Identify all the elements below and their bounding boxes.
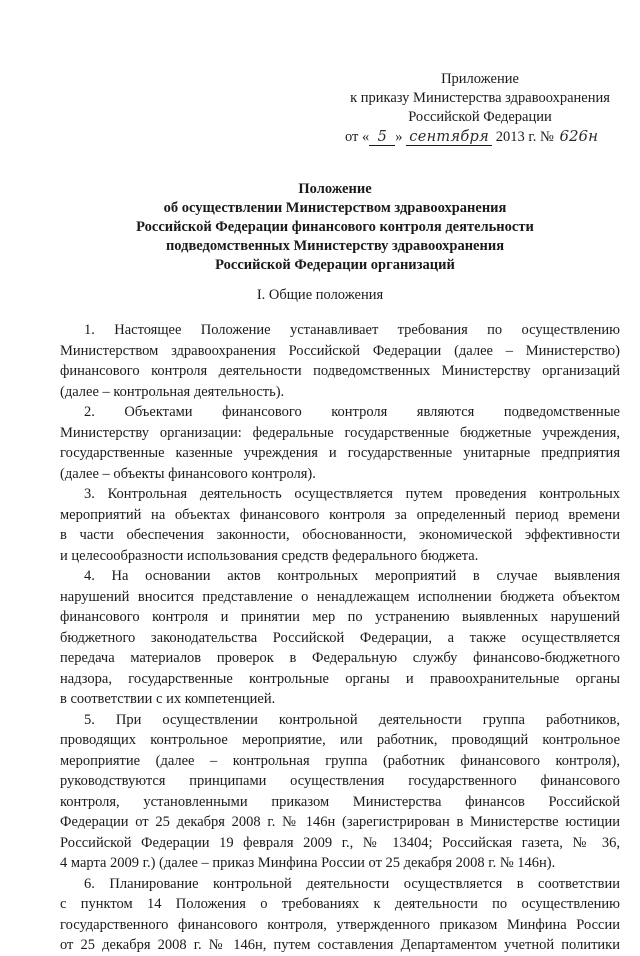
- body-line: передача материалов проверок в Федеральную службу финансово-бюджетного: [60, 650, 620, 666]
- body-line: финансового контроля деятельности подведомственных Министерству организаций: [60, 363, 620, 379]
- handwritten-day: 5: [369, 129, 395, 146]
- body-line: контроля, установленными приказом Министерства финансов Российской: [60, 793, 620, 810]
- body-line: 4 марта 2009 г.) (далее – приказ Минфина России от 25 декабря 2008 г. № 146н).: [60, 855, 556, 871]
- body-line: (далее – объекты финансового контроля).: [60, 465, 316, 482]
- body-line: с пунктом 14 Положения о требованиях к деятельности по осуществлению: [60, 896, 620, 912]
- body-line: надзора, государственные контрольные органы и правоохранительные органы: [60, 670, 620, 687]
- appendix-header: [330, 70, 630, 127]
- order-date-line: [345, 127, 600, 146]
- body-line: 2. Объектами финансового контроля являются подведомственные: [84, 404, 620, 420]
- title-line: об осуществлении Министерством здравоохранения: [163, 200, 507, 216]
- body-line: 4. На основании актов контрольных мероприятий в случае выявления: [84, 568, 620, 584]
- body-line: Министерству организации: федеральные государственные бюджетные учреждения,: [60, 424, 620, 441]
- handwritten-month: сентября: [406, 129, 492, 146]
- body-line: проводящих контрольное мероприятие, или работник, проводящий контрольное: [60, 732, 620, 748]
- appendix-line: Приложение: [441, 71, 519, 87]
- body-line: Федерации от 25 декабря 2008 г. № 146н (зарегистрирован в Министерстве юстиции: [60, 814, 620, 830]
- body-line: в соответствии с их компетенцией.: [60, 691, 276, 707]
- body-line: нарушений вносится представление о ненадлежащем исполнении бюджета объектом: [60, 588, 620, 605]
- body-line: бюджетного законодательства Российской Федерации, а также осуществляется: [60, 629, 620, 646]
- title-line: подведомственных Министерству здравоохранения: [165, 238, 505, 254]
- document-body: [60, 320, 620, 956]
- title-line: Российской Федерации организаций: [215, 257, 455, 273]
- body-line: 5. При осуществлении контрольной деятельности группа работников,: [84, 711, 620, 728]
- body-line: 6. Планирование контрольной деятельности осуществляется в соответствии: [84, 875, 620, 892]
- body-line: 1. Настоящее Положение устанавливает требования по осуществлению: [84, 322, 620, 338]
- title-line: Положение: [298, 181, 372, 197]
- body-line: государственного финансового контроля, утвержденного приказом Минфина России: [60, 916, 620, 933]
- body-line: и целесообразности использования средств федерального бюджета.: [60, 547, 479, 564]
- body-line: мероприятие (далее – контрольная группа (работник финансового контроля),: [60, 752, 620, 769]
- appendix-line: к приказу Министерства здравоохранения: [350, 90, 610, 106]
- handwritten-order-number: 626н: [559, 127, 598, 145]
- body-line: (далее – контрольная деятельность).: [60, 383, 285, 400]
- date-prefix: от «: [345, 129, 370, 145]
- document-title: [90, 180, 580, 275]
- title-line: Российской Федерации финансового контроля деятельности: [136, 219, 534, 235]
- body-line: в части обеспечения законности, обоснованности, экономической эффективности: [60, 527, 620, 543]
- body-line: финансового контроля и принятии мер по устранению выявленных нарушений: [60, 609, 620, 625]
- body-line: Министерством здравоохранения Российской Федерации (далее – Министерство): [60, 342, 620, 359]
- body-line: мероприятий на объектах финансового контроля за определенный период времени: [60, 506, 620, 523]
- appendix-line: Российской Федерации: [408, 109, 552, 125]
- date-year: 2013 г. №: [495, 129, 554, 145]
- body-line: от 25 декабря 2008 г. № 146н, путем составления Департаментом учетной политики: [60, 937, 620, 953]
- body-line: 3. Контрольная деятельность осуществляется путем проведения контрольных: [84, 486, 620, 502]
- date-mid: »: [395, 129, 403, 145]
- body-line: руководствуются принципами осуществления государственного финансового: [60, 773, 620, 789]
- body-line: государственные казенные учреждения и государственные унитарные предприятия: [60, 445, 620, 461]
- body-line: Российской Федерации 19 февраля 2009 г., № 13404; Российская газета, № 36,: [60, 834, 620, 851]
- section-heading: I. Общие положения: [256, 287, 384, 303]
